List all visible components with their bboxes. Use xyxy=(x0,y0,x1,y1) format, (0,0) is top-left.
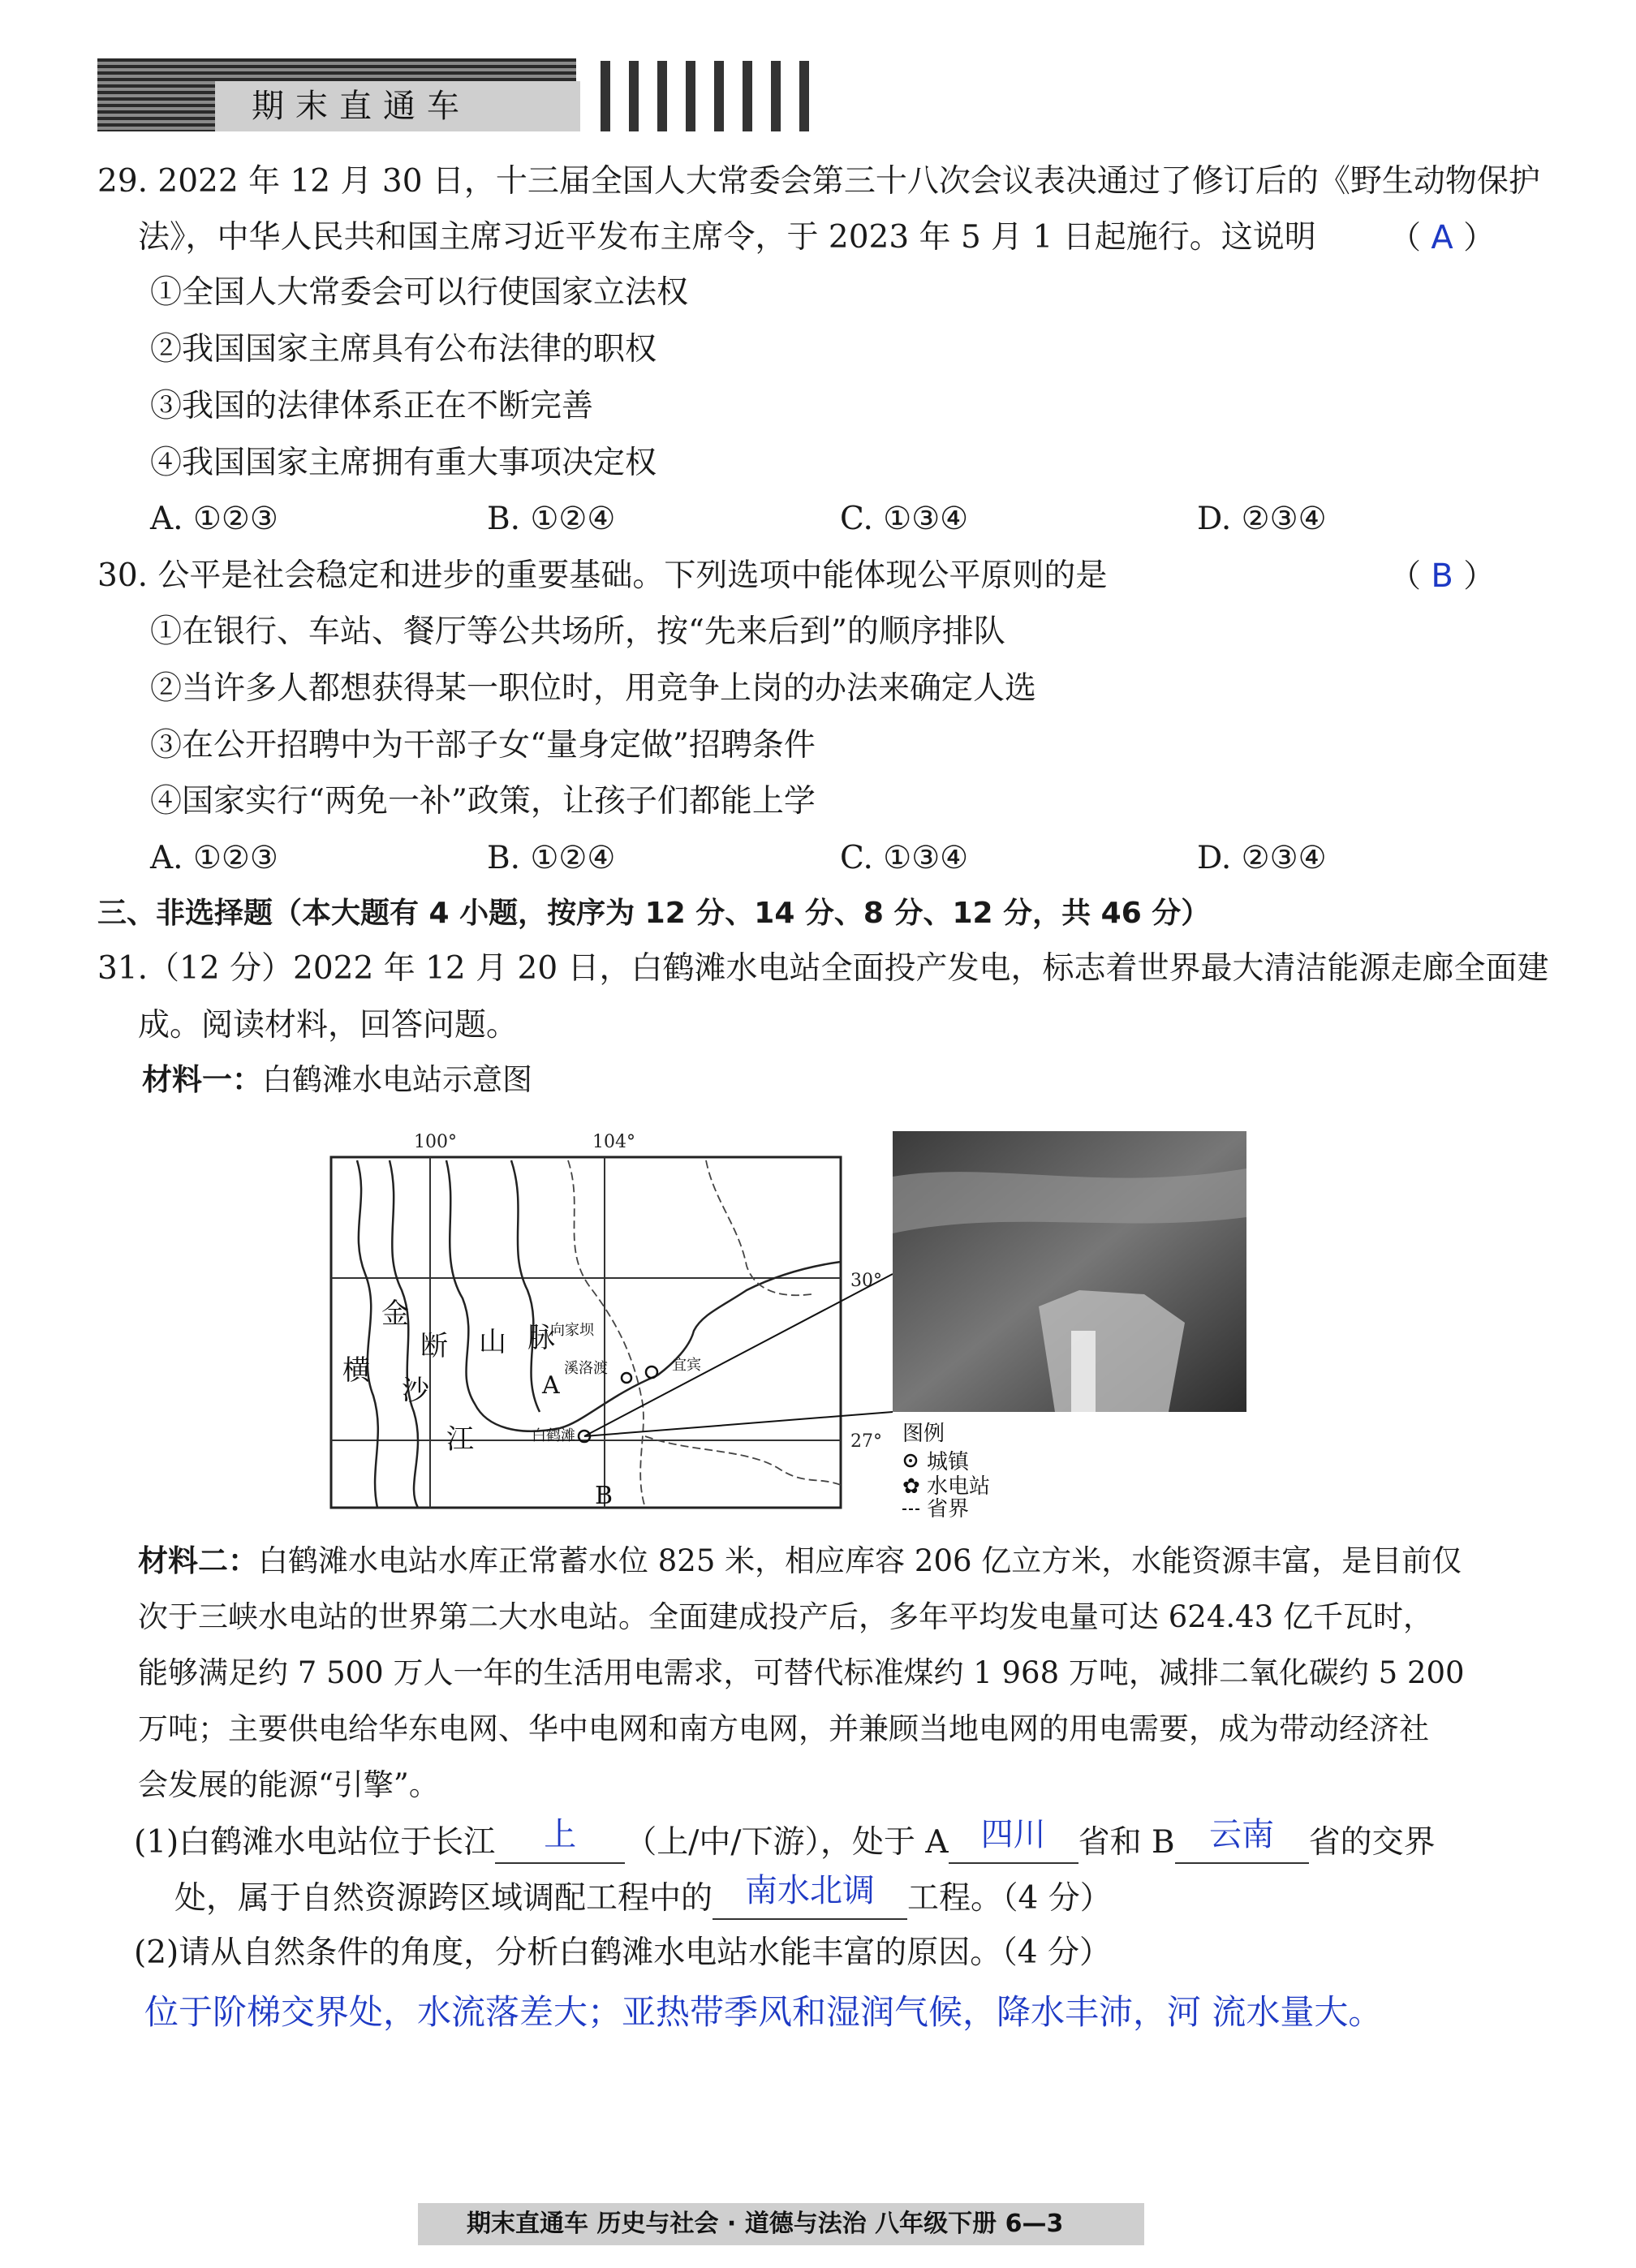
q31-p1-answer: 南水北调 xyxy=(745,1872,876,1909)
baihetan-map-figure xyxy=(325,1128,1250,1517)
legend-title: 图例 xyxy=(902,1422,945,1446)
q30-option: B. ①②④ xyxy=(487,840,616,876)
q31-part1-line2: 处，属于自然资源跨区域调配工程中的 南水北调 工程。（4 分） xyxy=(174,1876,1112,1920)
q30-option: A. ①②③ xyxy=(150,840,278,876)
map-label: 脉 xyxy=(527,1322,555,1354)
q29-option: D. ②③④ xyxy=(1197,501,1327,537)
header-title: 期末直通车 xyxy=(252,88,471,125)
q29-item: ①全国人大常委会可以行使国家立法权 xyxy=(150,274,689,311)
q30-stem: 30. 公平是社会稳定和进步的重要基础。下列选项中能体现公平原则的是 xyxy=(97,557,1108,594)
legend-border: 省界 xyxy=(927,1497,970,1517)
material1-text: 白鹤滩水电站示意图 xyxy=(262,1062,532,1097)
q30-item: ③在公开招聘中为干部子女“量身定做”招聘条件 xyxy=(150,727,816,764)
answer-blank xyxy=(713,1872,907,1920)
legend-station-icon: ✿ xyxy=(902,1474,920,1499)
material2-label: 材料二： xyxy=(138,1543,258,1578)
material1-label: 材料一： xyxy=(142,1062,262,1097)
q29-answer-bracket: （ A ） xyxy=(1389,219,1496,256)
map-label: 江 xyxy=(446,1423,474,1456)
map-label: 白鹤滩 xyxy=(532,1427,575,1444)
q31-part2-question: (2)请从自然条件的角度，分析白鹤滩水电站水能丰富的原因。（4 分） xyxy=(134,1934,1111,1971)
lat-label-27: 27° xyxy=(850,1431,882,1452)
material2-line: 能够满足约 7 500 万人一年的生活用电需求，可替代标准煤约 1 968 万吨，减排二氧化碳约 5 200 xyxy=(138,1655,1465,1690)
q29-item: ④我国国家主席拥有重大事项决定权 xyxy=(150,445,657,481)
material2-line1: 材料二：白鹤滩水电站水库正常蓄水位 825 米，相应库容 206 亿立方米，水能资源丰富，是目前仅 xyxy=(138,1543,1462,1578)
q29-option: C. ①③④ xyxy=(840,501,969,537)
material2-line: 万吨；主要供电给华东电网、华中电网和南方电网，并兼顾当地电网的用电需要，成为带动经济社 xyxy=(138,1711,1429,1746)
map-label: B xyxy=(595,1482,614,1510)
map-label: 断 xyxy=(420,1330,448,1362)
map-label: 山 xyxy=(479,1326,506,1358)
q29-option: A. ①②③ xyxy=(150,501,278,537)
q31-part1-line1: (1)白鹤滩水电站位于长江 上 （上/中/下游），处于 A 四川 省和 B 云南 省的交界 xyxy=(134,1820,1436,1864)
header-bar xyxy=(771,61,781,131)
q29-item: ②我国国家主席具有公布法律的职权 xyxy=(150,331,657,368)
header-bar xyxy=(743,61,752,131)
header-bar xyxy=(799,61,809,131)
legend-town: 城镇 xyxy=(927,1450,970,1474)
q31-part2-answer: 位于阶梯交界处，水流落差大；亚热带季风和湿润气候，降水丰沛，河 流水量大。 xyxy=(144,1992,1383,2032)
q31-stem-line1: 31.（12 分）2022 年 12 月 20 日，白鹤滩水电站全面投产发电，标志着世界最大清洁能源走廊全面建 xyxy=(97,950,1549,987)
map-label: 沙 xyxy=(402,1375,429,1407)
lon-label-100: 100° xyxy=(414,1132,457,1152)
header-bar xyxy=(686,61,695,131)
q31-p1-answer: 四川 xyxy=(980,1816,1046,1853)
map-label: 向家坝 xyxy=(550,1322,594,1339)
q29-option: B. ①②④ xyxy=(487,501,616,537)
header-bar xyxy=(714,61,724,131)
q29-answer: A xyxy=(1431,219,1453,256)
map-label: 宜宾 xyxy=(672,1357,701,1374)
section-heading: 三、非选择题（本大题有 4 小题，按序为 12 分、14 分、8 分、12 分，共 46 分） xyxy=(97,897,1211,930)
map-label: 溪洛渡 xyxy=(564,1360,608,1377)
q30-item: ②当许多人都想获得某一职位时，用竞争上岗的办法来确定人选 xyxy=(150,670,1037,707)
header-bar xyxy=(601,61,610,131)
map-label: 金 xyxy=(381,1298,409,1330)
legend-station: 水电站 xyxy=(927,1474,991,1499)
header-bar xyxy=(629,61,639,131)
q30-item: ①在银行、车站、餐厅等公共场所，按“先来后到”的顺序排队 xyxy=(150,613,1005,650)
lat-label-30: 30° xyxy=(850,1271,882,1291)
q29-item: ③我国的法律体系正在不断完善 xyxy=(150,388,594,424)
answer-blank xyxy=(949,1816,1078,1864)
q30-option: C. ①③④ xyxy=(840,840,969,876)
q31-p1-answer: 上 xyxy=(544,1816,577,1853)
map-label: A xyxy=(542,1371,560,1400)
answer-blank xyxy=(1175,1816,1309,1864)
material1-caption xyxy=(142,1059,532,1101)
header-bar xyxy=(657,61,667,131)
q30-option: D. ②③④ xyxy=(1197,840,1327,876)
footer-text: 期末直通车 历史与社会 · 道德与法治 八年级下册 6—3 xyxy=(467,2210,1064,2238)
q30-item: ④国家实行“两免一补”政策，让孩子们都能上学 xyxy=(150,783,816,820)
q29-stem-line1: 29. 2022 年 12 月 30 日，十三届全国人大常委会第三十八次会议表决通过了修订后的《野生动物保护 xyxy=(97,163,1540,200)
map-label: 横 xyxy=(342,1354,370,1387)
q30-answer: B xyxy=(1431,557,1453,595)
q31-p1-answer: 云南 xyxy=(1209,1816,1275,1853)
q30-answer-bracket: （ B ） xyxy=(1389,557,1496,595)
lon-label-104: 104° xyxy=(592,1132,635,1152)
answer-blank xyxy=(495,1816,625,1864)
q29-stem-line2: 法》，中华人民共和国主席习近平发布主席令，于 2023 年 5 月 1 日起施行。这说明 xyxy=(138,219,1316,256)
material2-line: 会发展的能源“引擎”。 xyxy=(138,1767,439,1802)
q31-stem-line2: 成。阅读材料，回答问题。 xyxy=(138,1007,519,1044)
material2-line: 次于三峡水电站的世界第二大水电站。全面建成投产后，多年平均发电量可达 624.43 亿千瓦时， xyxy=(138,1599,1433,1634)
